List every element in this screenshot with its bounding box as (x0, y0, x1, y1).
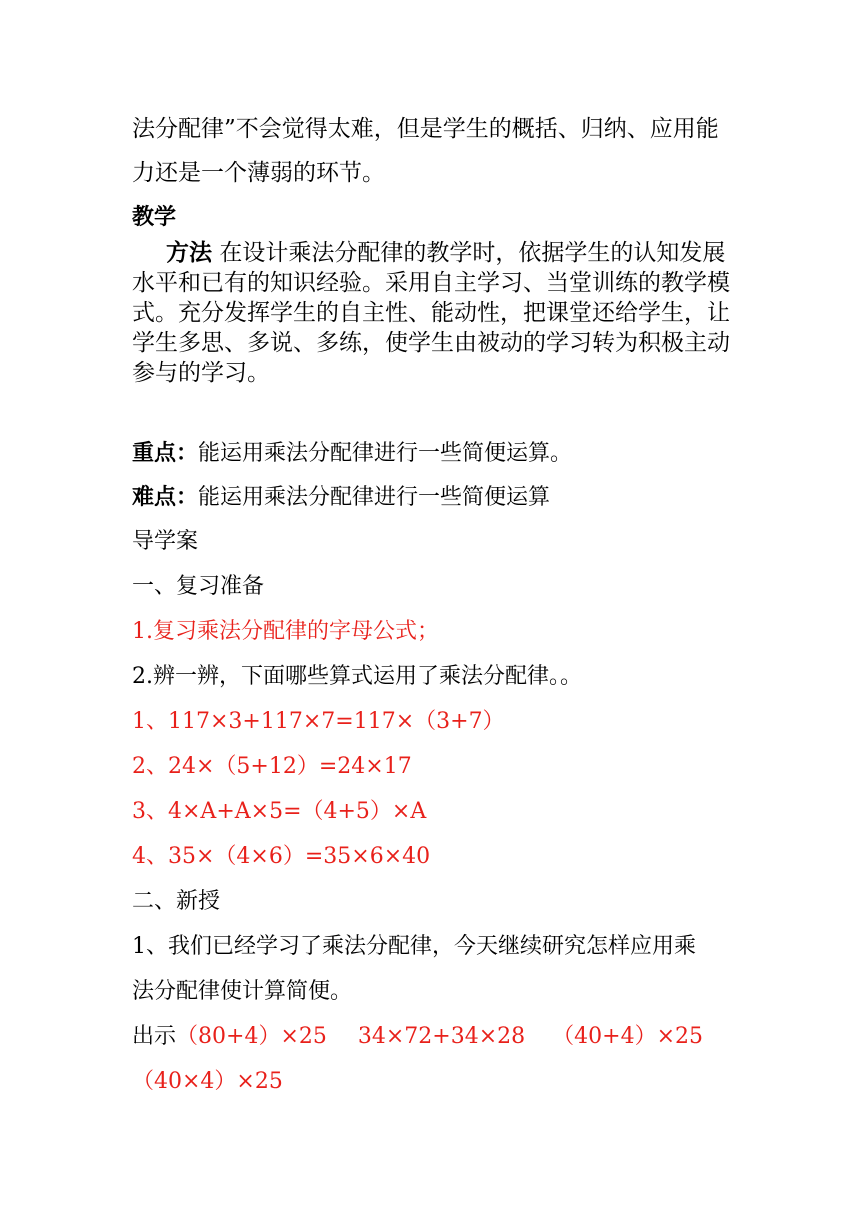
guide-title: 导学案 (132, 529, 199, 554)
expression-1: （80+4）×25 (176, 1024, 327, 1049)
method-line-4: 学生多思、多说、多练，使学生由被动的学习转为积极主动 (132, 330, 730, 356)
intro-line-2: 力还是一个薄弱的环节。 (132, 160, 385, 186)
expression-4: （40×4）×25 (132, 1069, 283, 1094)
key-point-label: 重点： (132, 440, 199, 466)
difficulty (132, 482, 550, 513)
key-point (132, 438, 572, 469)
new-lesson-line-2: 法分配律使计算简便。 (132, 979, 353, 1004)
method-text-1: 在设计乘法分配律的教学时，依据学生的认知发展 (219, 240, 726, 266)
review-equation-1: 1、117×3+117×7=117×（3+7） (132, 709, 505, 734)
review-equation-3: 3、4×A+A×5=（4+5）×A (132, 799, 427, 824)
review-equation-4: 4、35×（4×6）=35×6×40 (132, 844, 431, 869)
method-heading: 教学 (132, 204, 177, 230)
new-lesson-line-1: 1、我们已经学习了乘法分配律，今天继续研究怎样应用乘 (132, 934, 696, 959)
review-item-2: 2.辨一辨，下面哪些算式运用了乘法分配律。。 (132, 664, 582, 689)
review-item-1: 1.复习乘法分配律的字母公式； (132, 619, 439, 644)
show-label: 出示 (132, 1024, 177, 1049)
key-point-text: 能运用乘法分配律进行一些简便运算。 (198, 441, 573, 466)
method-line-2: 水平和已有的知识经验。采用自主学习、当堂训练的教学模 (132, 270, 730, 296)
review-heading: 一、复习准备 (132, 574, 265, 599)
method-line-3: 式。充分发挥学生的自主性、能动性，把课堂还给学生，让 (132, 300, 730, 326)
expression-2: 34×72+34×28 (357, 1024, 526, 1049)
new-lesson-heading: 二、新授 (132, 889, 221, 914)
method-line-5: 参与的学习。 (132, 360, 270, 386)
intro-line-1: 法分配律”不会觉得太难，但是学生的概括、归纳、应用能 (132, 116, 719, 142)
difficulty-label: 难点： (132, 484, 199, 510)
method-line-1 (132, 238, 725, 268)
show-expressions-line (132, 1022, 703, 1052)
review-equation-2: 2、24×（5+12）=24×17 (132, 754, 412, 779)
expression-3: （40+4）×25 (552, 1024, 704, 1049)
difficulty-text: 能运用乘法分配律进行一些简便运算 (198, 485, 551, 510)
method-label: 方法 (166, 239, 212, 266)
